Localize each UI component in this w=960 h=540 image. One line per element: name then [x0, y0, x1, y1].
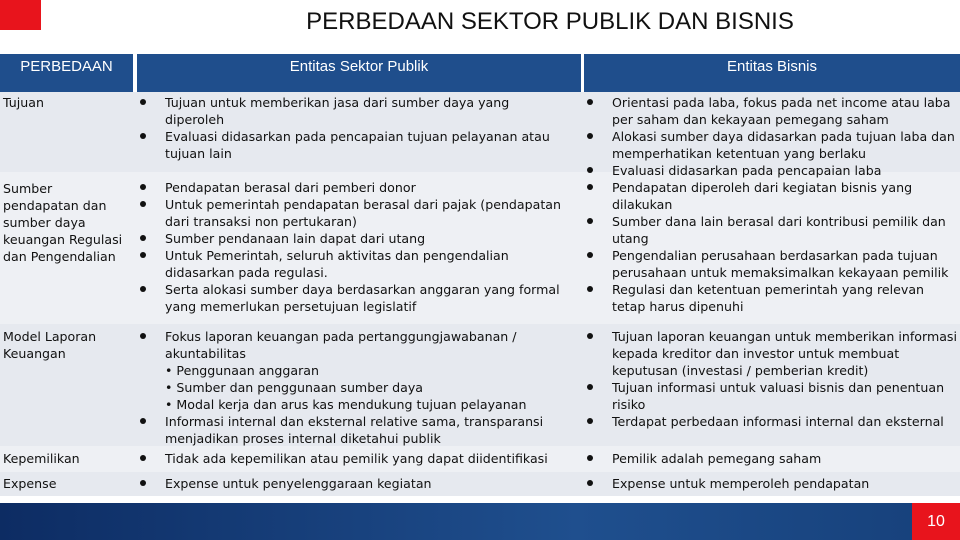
list-item: Tujuan informasi untuk valuasi bisnis dan penentuan risiko — [584, 379, 958, 413]
sub-item: • Modal kerja dan arus kas mendukung tujuan pelayanan — [165, 397, 527, 412]
public-model-cell — [137, 328, 569, 447]
row-label-sumber: Sumber pendapatan dan sumber daya keuangan Regulasi dan Pengendalian — [3, 181, 123, 264]
list-item: Informasi internal dan eksternal relative sama, transparansi menjadikan proses internal diketahui publik — [137, 413, 569, 447]
list-item: Pemilik adalah pemegang saham — [584, 450, 956, 467]
list-item: Regulasi dan ketentuan pemerintah yang relevan tetap harus dipenuhi — [584, 281, 956, 315]
list-item: Sumber pendanaan lain dapat dari utang — [137, 230, 569, 247]
list-item: Terdapat perbedaan informasi internal dan eksternal — [584, 413, 958, 430]
list-item: Untuk pemerintah pendapatan berasal dari pajak (pendapatan dari transaksi non pertukaran) — [137, 196, 569, 230]
list-item: Evaluasi didasarkan pada pencapaian tujuan pelayanan atau tujuan lain — [137, 128, 567, 162]
list-item: Alokasi sumber daya didasarkan pada tujuan laba dan memperhatikan ketentuan yang berlaku — [584, 128, 956, 162]
list-item: Expense untuk penyelenggaraan kegiatan — [137, 475, 577, 492]
list-item — [137, 328, 569, 413]
business-expense-cell — [584, 475, 956, 492]
public-expense-cell — [137, 475, 577, 492]
header-perbedaan: PERBEDAAN — [0, 54, 133, 92]
list-item: Tujuan untuk memberikan jasa dari sumber daya yang diperoleh — [137, 94, 567, 128]
row-label-model: Model Laporan Keuangan — [3, 329, 97, 361]
sub-item: • Penggunaan anggaran — [165, 363, 319, 378]
page-title: PERBEDAAN SEKTOR PUBLIK DAN BISNIS — [306, 8, 794, 35]
list-item: Orientasi pada laba, fokus pada net income atau laba per saham dan kekayaan pemegang saham — [584, 94, 956, 128]
list-item: Untuk Pemerintah, seluruh aktivitas dan pengendalian didasarkan pada regulasi. — [137, 247, 569, 281]
list-item: Sumber dana lain berasal dari kontribusi pemilik dan utang — [584, 213, 956, 247]
business-model-cell — [584, 328, 958, 430]
business-tujuan-cell — [584, 94, 956, 315]
model-head-text: Fokus laporan keuangan pada pertanggungjawabanan / akuntabilitas — [165, 329, 517, 361]
list-item: Expense untuk memperoleh pendapatan — [584, 475, 956, 492]
list-item: Pengendalian perusahaan berdasarkan pada tujuan perusahaan untuk memaksimalkan kekayaan pemilik — [584, 247, 956, 281]
list-item: Evaluasi didasarkan pada pencapaian laba — [584, 162, 956, 179]
footer-bar — [0, 503, 960, 540]
list-item: Pendapatan diperoleh dari kegiatan bisnis yang dilakukan — [584, 179, 956, 213]
public-tujuan-cell — [137, 94, 567, 162]
row-label-expense: Expense — [3, 476, 57, 491]
list-item: Tujuan laporan keuangan untuk memberikan informasi kepada kreditor dan investor untuk membuat keputusan (investasi / pemberian kredit) — [584, 328, 958, 379]
public-sumber-cell — [137, 179, 569, 315]
list-item: Tidak ada kepemilikan atau pemilik yang dapat diidentifikasi — [137, 450, 577, 467]
row-label-tujuan: Tujuan — [3, 95, 44, 110]
page-number: 10 — [912, 503, 960, 540]
list-item: Serta alokasi sumber daya berdasarkan anggaran yang formal yang memerlukan persetujuan legislatif — [137, 281, 569, 315]
sub-item: • Sumber dan penggunaan sumber daya — [165, 380, 424, 395]
business-kepemilikan-cell — [584, 450, 956, 467]
public-kepemilikan-cell — [137, 450, 577, 467]
row-label-kepemilikan: Kepemilikan — [3, 451, 80, 466]
header-public: Entitas Sektor Publik — [137, 54, 581, 92]
list-item: Pendapatan berasal dari pemberi donor — [137, 179, 569, 196]
header-business: Entitas Bisnis — [584, 54, 960, 92]
